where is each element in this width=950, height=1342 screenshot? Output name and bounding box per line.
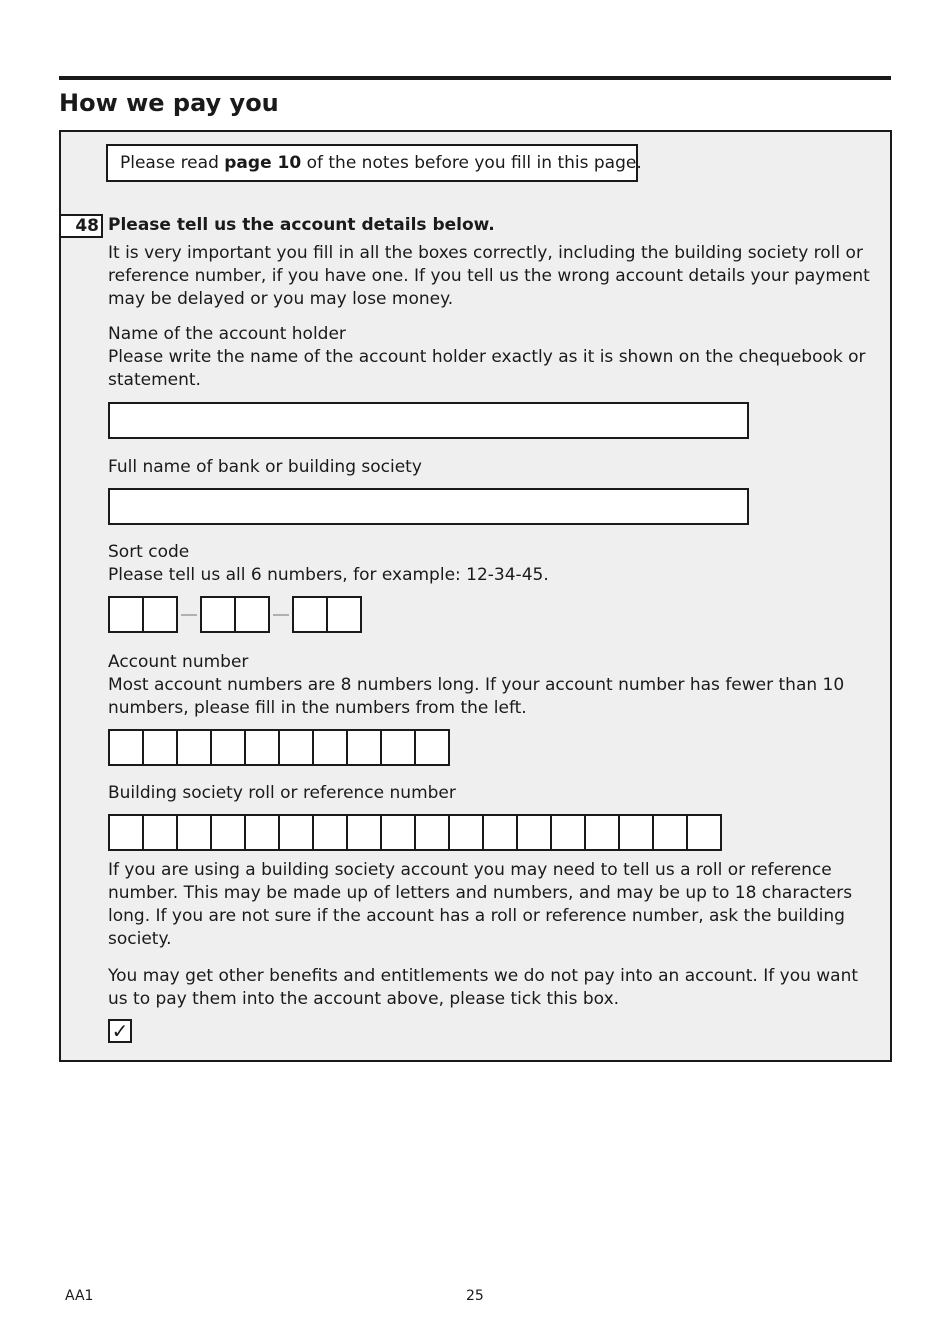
roll-number-label: Building society roll or reference number — [108, 783, 456, 803]
roll-number-character[interactable] — [618, 816, 652, 849]
sort-code-digit[interactable] — [142, 598, 176, 631]
form-code: AA1 — [65, 1288, 94, 1304]
account-number-digit[interactable] — [110, 731, 142, 764]
roll-number-character[interactable] — [380, 816, 414, 849]
account-number-digit[interactable] — [244, 731, 278, 764]
roll-number-character[interactable] — [244, 816, 278, 849]
roll-number-boxes — [108, 814, 722, 851]
sort-code-digit[interactable] — [202, 598, 234, 631]
account-number-boxes — [108, 729, 450, 766]
sort-code-digit[interactable] — [234, 598, 268, 631]
roll-number-character[interactable] — [652, 816, 686, 849]
roll-number-character[interactable] — [482, 816, 516, 849]
roll-number-group — [108, 814, 722, 851]
other-benefits-text: You may get other benefits and entitlements we do not pay into an account. If you want us to pay them into the account above, please tick this box. — [108, 966, 859, 1009]
sort-code-group-3 — [292, 596, 362, 633]
sort-code-group-1 — [108, 596, 178, 633]
question-number: 48 — [59, 214, 103, 238]
sort-code-digit[interactable] — [326, 598, 360, 631]
sort-code-boxes — [108, 596, 362, 633]
notice-suffix: of the notes before you fill in this page. — [301, 153, 642, 173]
bank-name-field[interactable] — [108, 488, 749, 525]
roll-number-character[interactable] — [448, 816, 482, 849]
roll-number-character[interactable] — [550, 816, 584, 849]
account-number-digit[interactable] — [210, 731, 244, 764]
account-number-digit[interactable] — [346, 731, 380, 764]
sort-code-separator — [181, 614, 197, 616]
sort-code-hint: Please tell us all 6 numbers, for example: 12-34-45. — [108, 565, 549, 585]
roll-number-character[interactable] — [278, 816, 312, 849]
notice-prefix: Please read — [120, 153, 225, 173]
question-intro: It is very important you fill in all the boxes correctly, including the building society roll or reference number, if you have one. If you tell us the wrong account details your payment may be delayed or you may lose money. — [108, 243, 870, 309]
account-holder-field[interactable] — [108, 402, 749, 439]
roll-number-character[interactable] — [210, 816, 244, 849]
other-benefits-checkbox[interactable]: ✓ — [108, 1019, 132, 1043]
roll-number-character[interactable] — [516, 816, 550, 849]
account-number-group — [108, 729, 450, 766]
roll-number-character[interactable] — [584, 816, 618, 849]
account-number-digit[interactable] — [278, 731, 312, 764]
account-number-label: Account number — [108, 652, 249, 672]
page-title: How we pay you — [59, 89, 279, 117]
roll-number-character[interactable] — [110, 816, 142, 849]
account-number-digit[interactable] — [414, 731, 448, 764]
page-number: 25 — [466, 1288, 484, 1304]
question-title: Please tell us the account details below. — [108, 215, 495, 235]
roll-number-character[interactable] — [176, 816, 210, 849]
account-number-digit[interactable] — [176, 731, 210, 764]
roll-number-note: If you are using a building society account you may need to tell us a roll or reference number. This may be made up of letters and numbers, and may be up to 18 characters long. If you are not sure if the account has a roll or reference number, ask the building society. — [108, 860, 853, 949]
notice-page-ref: page 10 — [224, 153, 302, 173]
account-number-digit[interactable] — [142, 731, 176, 764]
sort-code-digit[interactable] — [294, 598, 326, 631]
account-holder-label: Name of the account holder — [108, 324, 346, 344]
bank-name-label: Full name of bank or building society — [108, 457, 422, 477]
roll-number-character[interactable] — [686, 816, 720, 849]
sort-code-group-2 — [200, 596, 270, 633]
notes-notice — [106, 144, 642, 182]
account-number-digit[interactable] — [380, 731, 414, 764]
form-panel — [59, 130, 892, 1062]
roll-number-character[interactable] — [346, 816, 380, 849]
roll-number-character[interactable] — [142, 816, 176, 849]
account-number-hint: Most account numbers are 8 numbers long. If your account number has fewer than 10 numbers, please fill in the numbers from the left. — [108, 675, 845, 718]
account-number-digit[interactable] — [312, 731, 346, 764]
roll-number-character[interactable] — [414, 816, 448, 849]
sort-code-label: Sort code — [108, 542, 190, 562]
sort-code-separator — [273, 614, 289, 616]
roll-number-character[interactable] — [312, 816, 346, 849]
sort-code-digit[interactable] — [110, 598, 142, 631]
top-rule — [59, 76, 891, 80]
account-holder-hint: Please write the name of the account holder exactly as it is shown on the chequebook or statement. — [108, 347, 866, 390]
